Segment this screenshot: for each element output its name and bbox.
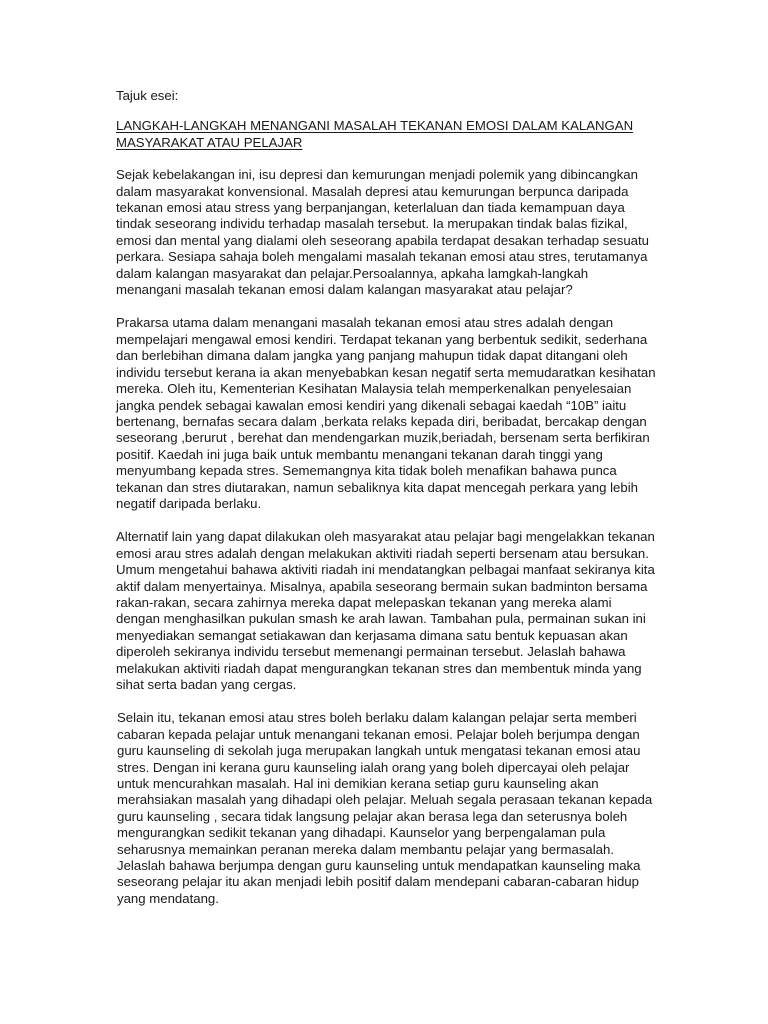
paragraph-counseling: Selain itu, tekanan emosi atau stres boleh berlaku dalam kalangan pelajar serta memberi cabaran kepada pelajar untuk menangani tekanan emosi. Pelajar boleh berjumpa dengan guru kaunseling di sekolah juga merupakan langkah untuk mengatasi tekanan emosi atau stres. Dengan ini kerana guru kaunseling ialah orang yang boleh dipercayai oleh pelajar untuk mencurahkan masalah. Hal ini demikian kerana setiap guru kaunseling akan merahsiakan masalah yang dihadapi oleh pelajar. Meluah segala perasaan tekanan kepada guru kaunseling , secara tidak langsung pelajar akan berasa lega dan seterusnya boleh mengurangkan sedikit tekanan yang dihadapi. Kaunselor yang berpengalaman pula seharusnya memainkan peranan mereka dalam membantu pelajar yang bermasalah. Jelaslah bahawa berjumpa dengan guru kaunseling untuk mendapatkan kaunseling maka seseorang pelajar itu akan menjadi lebih positif dalam mendepani cabaran-cabaran hidup yang mendatang. <box>117 710 653 906</box>
paragraph-emotion-control: Prakarsa utama dalam menangani masalah tekanan emosi atau stres adalah dengan mempelajari mengawal emosi kendiri. Terdapat tekanan yang berbentuk sedikit, sederhana dan berlebihan dimana dalam jangka yang panjang mahupun tidak dapat ditangani oleh individu tersebut kerana ia akan menyebabkan kesan negatif serta memudaratkan kesihatan mereka. Oleh itu, Kementerian Kesihatan Malaysia telah memperkenalkan penyelesaian jangka pendek sebagai kawalan emosi kendiri yang dikenali sebagai kaedah “10B” iaitu bertenang, bernafas secara dalam ,berkata relaks kepada diri, beribadat, bercakap dengan seseorang ,berurut , berehat dan mendengarkan muzik,beriadah, bersenam serta berfikiran positif. Kaedah ini juga baik untuk membantu menangani tekanan darah tinggi yang menyumbang kepada stres. Sememangnya kita tidak boleh menafikan bahawa punca tekanan dan stres diutarakan, namun sebaliknya kita dapat mencegah perkara yang lebih negatif daripada berlaku. <box>116 315 656 511</box>
document-body <box>116 88 656 924</box>
paragraph-recreation: Alternatif lain yang dapat dilakukan oleh masyarakat atau pelajar bagi mengelakkan tekanan emosi arau stres adalah dengan melakukan aktiviti riadah seperti bersenam atau bersukan. Umum mengetahui bahawa aktiviti riadah ini mendatangkan pelbagai manfaat sekiranya kita aktif dalam menyertainya. Misalnya, apabila seseorang bermain sukan badminton bersama rakan-rakan, secara zahirnya mereka dapat melepaskan tekanan yang mereka alami dengan menghasilkan pukulan smash ke arah lawan. Tambahan pula, permainan sukan ini menyediakan semangat setiakawan dan kerjasama dimana satu bentuk kepuasan akan diperoleh sekiranya individu tersebut memenangi permainan tersebut. Jelaslah bahawa melakukan aktiviti riadah dapat mengurangkan tekanan stres dan membentuk minda yang sihat serta badan yang cergas. <box>116 529 655 692</box>
essay-label: Tajuk esei: <box>116 88 179 103</box>
essay-title: LANGKAH-LANGKAH MENANGANI MASALAH TEKANAN EMOSI DALAM KALANGAN MASYARAKAT ATAU PELAJAR <box>116 118 634 150</box>
paragraph-introduction: Sejak kebelakangan ini, isu depresi dan kemurungan menjadi polemik yang dibincangkan dalam masyarakat konvensional. Masalah depresi atau kemurungan berpunca daripada tekanan emosi atau stress yang berpanjangan, keterlaluan dan tiada kemampuan daya tindak seseorang individu terhadap masalah tersebut. Ia merupakan tindak balas fizikal, emosi dan mental yang dialami oleh seseorang apabila terdapat desakan terhadap sesuatu perkara. Sesiapa sahaja boleh mengalami masalah tekanan emosi atau stres, terutamanya dalam kalangan masyarakat dan pelajar.Persoalannya, apkaha lamgkah-langkah menangani masalah tekanan emosi dalam kalangan masyarakat atau pelajar? <box>116 167 649 298</box>
